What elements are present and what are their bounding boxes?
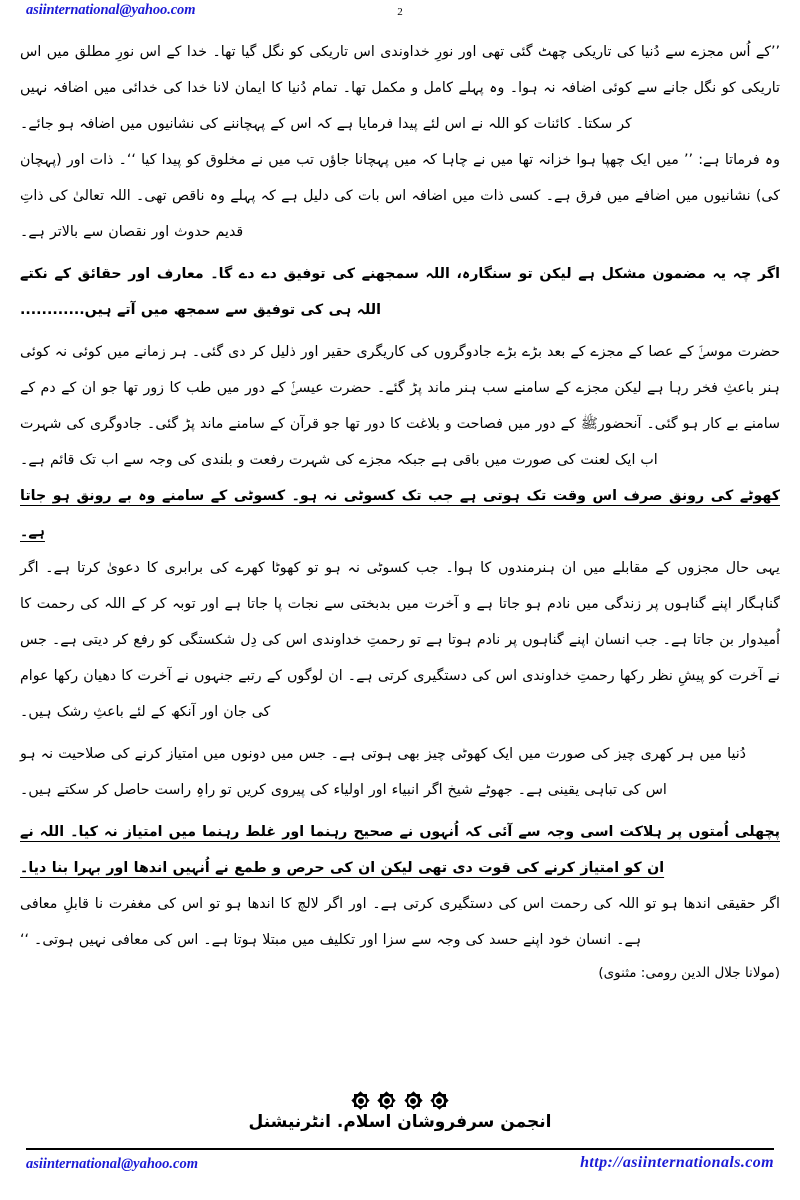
paragraph-4: حضرت موسیٰؑ کے عصا کے مجزے کے بعد بڑے بڑے جادوگروں کی کاریگری حقیر اور ذلیل کر دی گئی۔ ہر زمانے میں کوئی نہ کوئی ہنر باعثِ فخر رہا ہے لیکن مجزے کے سامنے سب ہنر ماند پڑ گئے۔ حضرت عیسیٰؑ کے دور میں طب کا زور تھا جو ان کے دم کے سامنے بے کار ہو گئی۔ آنحضورﷺ کے دور میں فصاحت و بلاغت کا دور تھا جو قرآن کے سامنے ماند پڑ گئی۔ جادوگری کی شہرت اب ایک لعنت کی صورت میں باقی ہے جبکہ مجزے کی شہرت رفعت و بلندی کی وجہ سے اب تک قائم ہے۔ [20,344,780,468]
paragraph-3-bold: اگر چہ یہ مضمون مشکل ہے لیکن تو سنگارہ، اللہ سمجھنے کی توفیق دے دے گا۔ معارف اور حقائق کے نکتے اللہ ہی کی توفیق سے سمجھ میں آتے ہیں............ [20,266,780,318]
star-ornament-icon [353,1093,368,1108]
paragraph-1: ’’کے اُس مجزے سے دُنیا کی تاریکی چھٹ گئی تھی اور نورِ خداوندی اس تاریکی کو نگل گیا تھا۔ خدا کے اس نورِ مطلق میں اس تاریکی کو نگل جانے سے کوئی اضافہ نہ ہوا۔ وہ پہلے کامل و مکمل تھا۔ تمام دُنیا کا ایمان لانا خدا کی خدائی میں اضافہ نہیں کر سکتا۔ کائنات کو اللہ نے اس لئے پیدا فرمایا ہے کہ اس کے پہچاننے کی نشانیوں میں اضافہ ہو جائے۔ [20,44,780,132]
paragraph-6: یہی حال مجزوں کے مقابلے میں ان ہنرمندوں کا ہوا۔ جب کسوٹی نہ ہو تو کھوٹا کھرے کی برابری کا دعویٰ کرتا ہے۔ اگر گناہگار اپنے گناہوں پر زندگی میں نادم ہو جاتا ہے و آخرت میں بدبختی سے نجات پا جاتا ہے اور توبہ کر کے اللہ کی رحمت کا اُمیدوار بن جاتا ہے۔ جب انسان اپنے گناہوں پر نادم ہوتا ہے تو رحمتِ خداوندی اس کی دِل شکستگی کو رفع کر دیتی ہے۔ جس نے آخرت کو پیشِ نظر رکھا رحمتِ خداوندی اس کی دستگیری کرتی ہے۔ ان لوگوں کے رتبے جنہوں نے آخرت کا دھیان رکھا عوام کی جان اور آنکھ کے لئے باعثِ رشک ہیں۔ [20,560,780,720]
star-ornament-icon [379,1093,394,1108]
document-body [20,34,780,988]
star-ornament-icon [406,1093,421,1108]
footer-email-link[interactable]: asiinternational@yahoo.com [26,1156,198,1172]
footer-divider-rule [26,1148,774,1150]
attribution-citation: (مولانا جلال الدین رومی: مثنوی) [598,965,780,981]
header-email-link[interactable]: asiinternational@yahoo.com [26,2,196,18]
organization-name: انجمن سرفروشان اسلام. انٹرنیشنل [248,1112,552,1132]
ornament-divider [0,1090,800,1112]
paragraph-7: دُنیا میں ہر کھری چیز کی صورت میں ایک کھوٹی چیز بھی ہوتی ہے۔ جس میں دونوں میں امتیاز کرنے کی صلاحیت نہ ہو اس کی تباہی یقینی ہے۔ جھوٹے شیخ اگر انبیاء اور اولیاء کی پیروی کریں تو راہِ راست حاصل کر سکتے ہیں۔ [20,746,746,798]
paragraph-8-bold-underlined: پچھلی اُمتوں پر ہلاکت اسی وجہ سے آئی کہ اُنہوں نے صحیح رہنما اور غلط رہنما میں امتیاز نہ کیا۔ اللہ نے ان کو امتیاز کرنے کی قوت دی تھی لیکن ان کی حرص و طمع نے اُنہیں اندھا اور بہرا بنا دیا۔ [20,824,780,876]
page-number: 2 [397,6,403,18]
footer-website-link[interactable]: http://asiinternationals.com [580,1154,774,1171]
page-footer [0,1148,800,1200]
page-header [0,0,800,30]
paragraph-2: وہ فرماتا ہے: ’’ میں ایک چھپا ہوا خزانہ تھا میں نے چاہا کہ میں پہچانا جاؤں تب میں نے مخلوق کو پیدا کیا ‘‘۔ ذات اور (پہچان کی) نشانیوں میں اضافے میں فرق ہے۔ کسی ذات میں اضافہ اس بات کی دلیل ہے کہ پہلے وہ ناقص تھی۔ اللہ تعالیٰ کی ذاتِ قدیم حدوث اور نقصان سے بالاتر ہے۔ [20,152,780,240]
paragraph-9: اگر حقیقی اندھا ہو تو اللہ کی رحمت اس کی دستگیری کرتی ہے۔ اور اگر لالچ کا اندھا ہو تو اس کی مغفرت نا قابلِ معافی ہے۔ انسان خود اپنے حسد کی وجہ سے سزا اور تکلیف میں مبتلا ہوتا ہے۔ اس کی معافی نہیں ہوتی۔ ‘‘ [20,896,780,948]
paragraph-5-bold-underlined: کھوٹے کی رونق صرف اس وقت تک ہوتی ہے جب تک کسوٹی نہ ہو۔ کسوٹی کے سامنے وہ بے رونق ہو جاتا ہے۔ [20,488,780,540]
star-ornament-icon [432,1093,447,1108]
